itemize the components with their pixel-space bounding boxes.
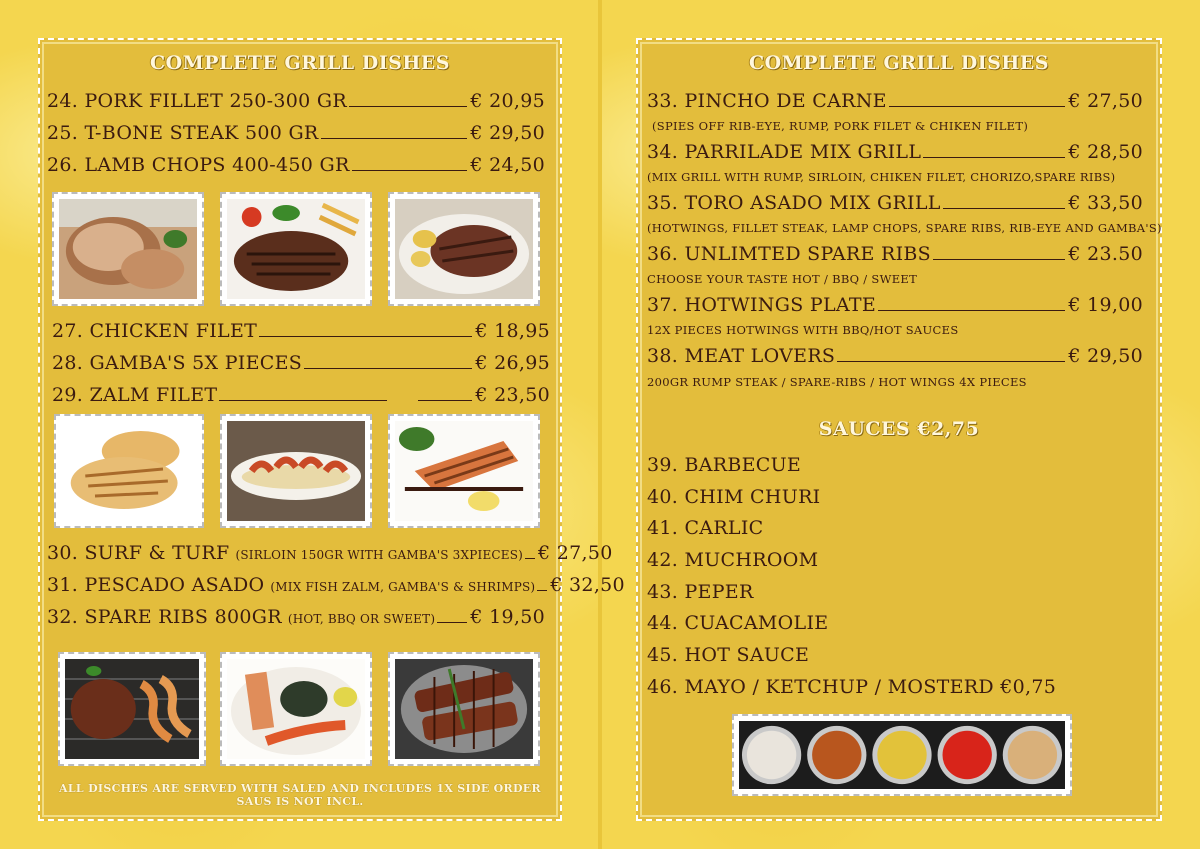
item-description: (SPIES OFF RIB-EYE, RUMP, PORK FILET & CHIKEN FILET) (652, 119, 1029, 133)
dot-leader (437, 622, 467, 623)
sauce-bowl (1008, 731, 1057, 780)
spare-ribs-photo (388, 652, 540, 766)
sauce-item: 46. MAYO / KETCHUP / MOSTERD €0,75 (647, 676, 1057, 698)
menu-item (52, 352, 550, 374)
item-name: 26. LAMB CHOPS 400-450 GR (47, 154, 350, 176)
left-heading: COMPLETE GRILL DISHES (149, 52, 451, 74)
item-price: € 27,50 (1068, 90, 1143, 112)
sauce-bowls-photo (732, 714, 1072, 796)
sauce-bowl (812, 731, 861, 780)
item-name: 33. PINCHO DE CARNE (647, 90, 887, 112)
sauce-bowl (747, 731, 796, 780)
item-description: (MIX GRILL WITH RUMP, SIRLOIN, CHIKEN FILET, CHORIZO,SPARE RIBS) (647, 170, 1116, 184)
dot-leader (352, 170, 468, 171)
dot-leader (943, 208, 1066, 209)
menu-item (47, 542, 613, 564)
menu-item (647, 243, 1143, 265)
item-price: € 19,00 (1068, 294, 1143, 316)
dot-leader (304, 368, 472, 369)
dot-leader (878, 310, 1065, 311)
zalm-filet-photo (388, 414, 540, 528)
menu-item (47, 90, 545, 112)
menu-item (47, 574, 625, 596)
item-price: € 33,50 (1068, 192, 1143, 214)
menu-item (647, 90, 1143, 112)
item-description: (HOTWINGS, FILLET STEAK, LAMP CHOPS, SPARE RIBS, RIB-EYE AND GAMBA'S) (647, 221, 1162, 235)
item-name: 34. PARRILADE MIX GRILL (647, 141, 922, 163)
item-price: € 18,95 (475, 320, 550, 342)
dot-leader (418, 400, 472, 401)
item-name: 25. T-BONE STEAK 500 GR (47, 122, 319, 144)
dot-leader (889, 106, 1066, 107)
dot-leader (923, 157, 1065, 158)
chicken-filet-photo (54, 414, 204, 528)
menu-item (47, 154, 545, 176)
sauce-item: 45. HOT SAUCE (647, 644, 810, 666)
item-name: 38. MEAT LOVERS (647, 345, 836, 367)
right-heading: COMPLETE GRILL DISHES (748, 52, 1050, 74)
item-price: € 20,95 (470, 90, 545, 112)
item-description: CHOOSE YOUR TASTE HOT / BBQ / SWEET (647, 272, 918, 286)
item-price: € 29,50 (1068, 345, 1143, 367)
sauce-item: 41. CARLIC (647, 517, 764, 539)
lamb-chops-photo (388, 192, 540, 306)
dot-leader (349, 106, 467, 107)
sauce-item: 42. MUCHROOM (647, 549, 819, 571)
item-price: € 32,50 (550, 574, 625, 596)
item-price: € 27,50 (538, 542, 613, 564)
menu-item (647, 345, 1143, 367)
item-description: 200GR RUMP STEAK / SPARE-RIBS / HOT WINGS 4X PIECES (647, 375, 1027, 389)
item-name: 29. ZALM FILET (52, 384, 218, 406)
menu-item (47, 606, 545, 628)
item-name: 31. PESCADO ASADO (47, 574, 265, 596)
item-price: € 23,50 (475, 384, 550, 406)
item-price: € 23.50 (1068, 243, 1143, 265)
menu-item (52, 320, 550, 342)
item-name: 30. SURF & TURF (47, 542, 230, 564)
item-name: 27. CHICKEN FILET (52, 320, 258, 342)
sauces-heading: SAUCES €2,75 (818, 418, 980, 440)
t-bone-steak-photo (220, 192, 372, 306)
item-note: (HOT, BBQ OR SWEET) (287, 612, 436, 626)
item-note: (MIX FISH ZALM, GAMBA'S & SHRIMPS) (270, 580, 536, 594)
item-price: € 24,50 (470, 154, 545, 176)
item-name: 37. HOTWINGS PLATE (647, 294, 876, 316)
pescado-asado-photo (220, 652, 372, 766)
sauce-item: 39. BARBECUE (647, 454, 802, 476)
menu-item (647, 294, 1143, 316)
dot-leader (537, 590, 547, 591)
sauce-item: 40. CHIM CHURI (647, 486, 821, 508)
menu-item (47, 122, 545, 144)
item-name: 28. GAMBA'S 5X PIECES (52, 352, 303, 374)
sauce-item: 44. CUACAMOLIE (647, 612, 829, 634)
item-price: € 19,50 (470, 606, 545, 628)
pork-fillet-photo (52, 192, 204, 306)
item-price: € 28,50 (1068, 141, 1143, 163)
item-name: 24. PORK FILLET 250-300 GR (47, 90, 347, 112)
sauce-item: 43. PEPER (647, 581, 754, 603)
item-price: € 29,50 (470, 122, 545, 144)
sauce-bowls-image (739, 721, 1065, 789)
left-menu-panel (38, 38, 625, 821)
served-with-note: ALL DISCHES ARE SERVED WITH SALED AND INCLUDES 1X SIDE ORDER SAUS IS NOT INCL. (59, 782, 541, 808)
item-description: 12X PIECES HOTWINGS WITH BBQ/HOT SAUCES (647, 323, 959, 337)
gambas-photo (220, 414, 372, 528)
item-name: 35. TORO ASADO MIX GRILL (647, 192, 941, 214)
dot-leader (219, 400, 387, 401)
item-note: (SIRLOIN 150GR WITH GAMBA'S 3XPIECES) (235, 548, 524, 562)
sauce-bowl (943, 731, 992, 780)
dot-leader (525, 558, 535, 559)
menu-item (647, 141, 1143, 163)
item-name: 36. UNLIMTED SPARE RIBS (647, 243, 931, 265)
item-name: 32. SPARE RIBS 800GR (47, 606, 282, 628)
menu-item (52, 384, 550, 406)
right-menu-panel (636, 38, 1162, 821)
surf-turf-photo (58, 652, 206, 766)
dot-leader (933, 259, 1065, 260)
dot-leader (259, 336, 472, 337)
menu-item (647, 192, 1143, 214)
dot-leader (837, 361, 1065, 362)
item-price: € 26,95 (475, 352, 550, 374)
sauce-bowl (877, 731, 926, 780)
dot-leader (321, 138, 468, 139)
